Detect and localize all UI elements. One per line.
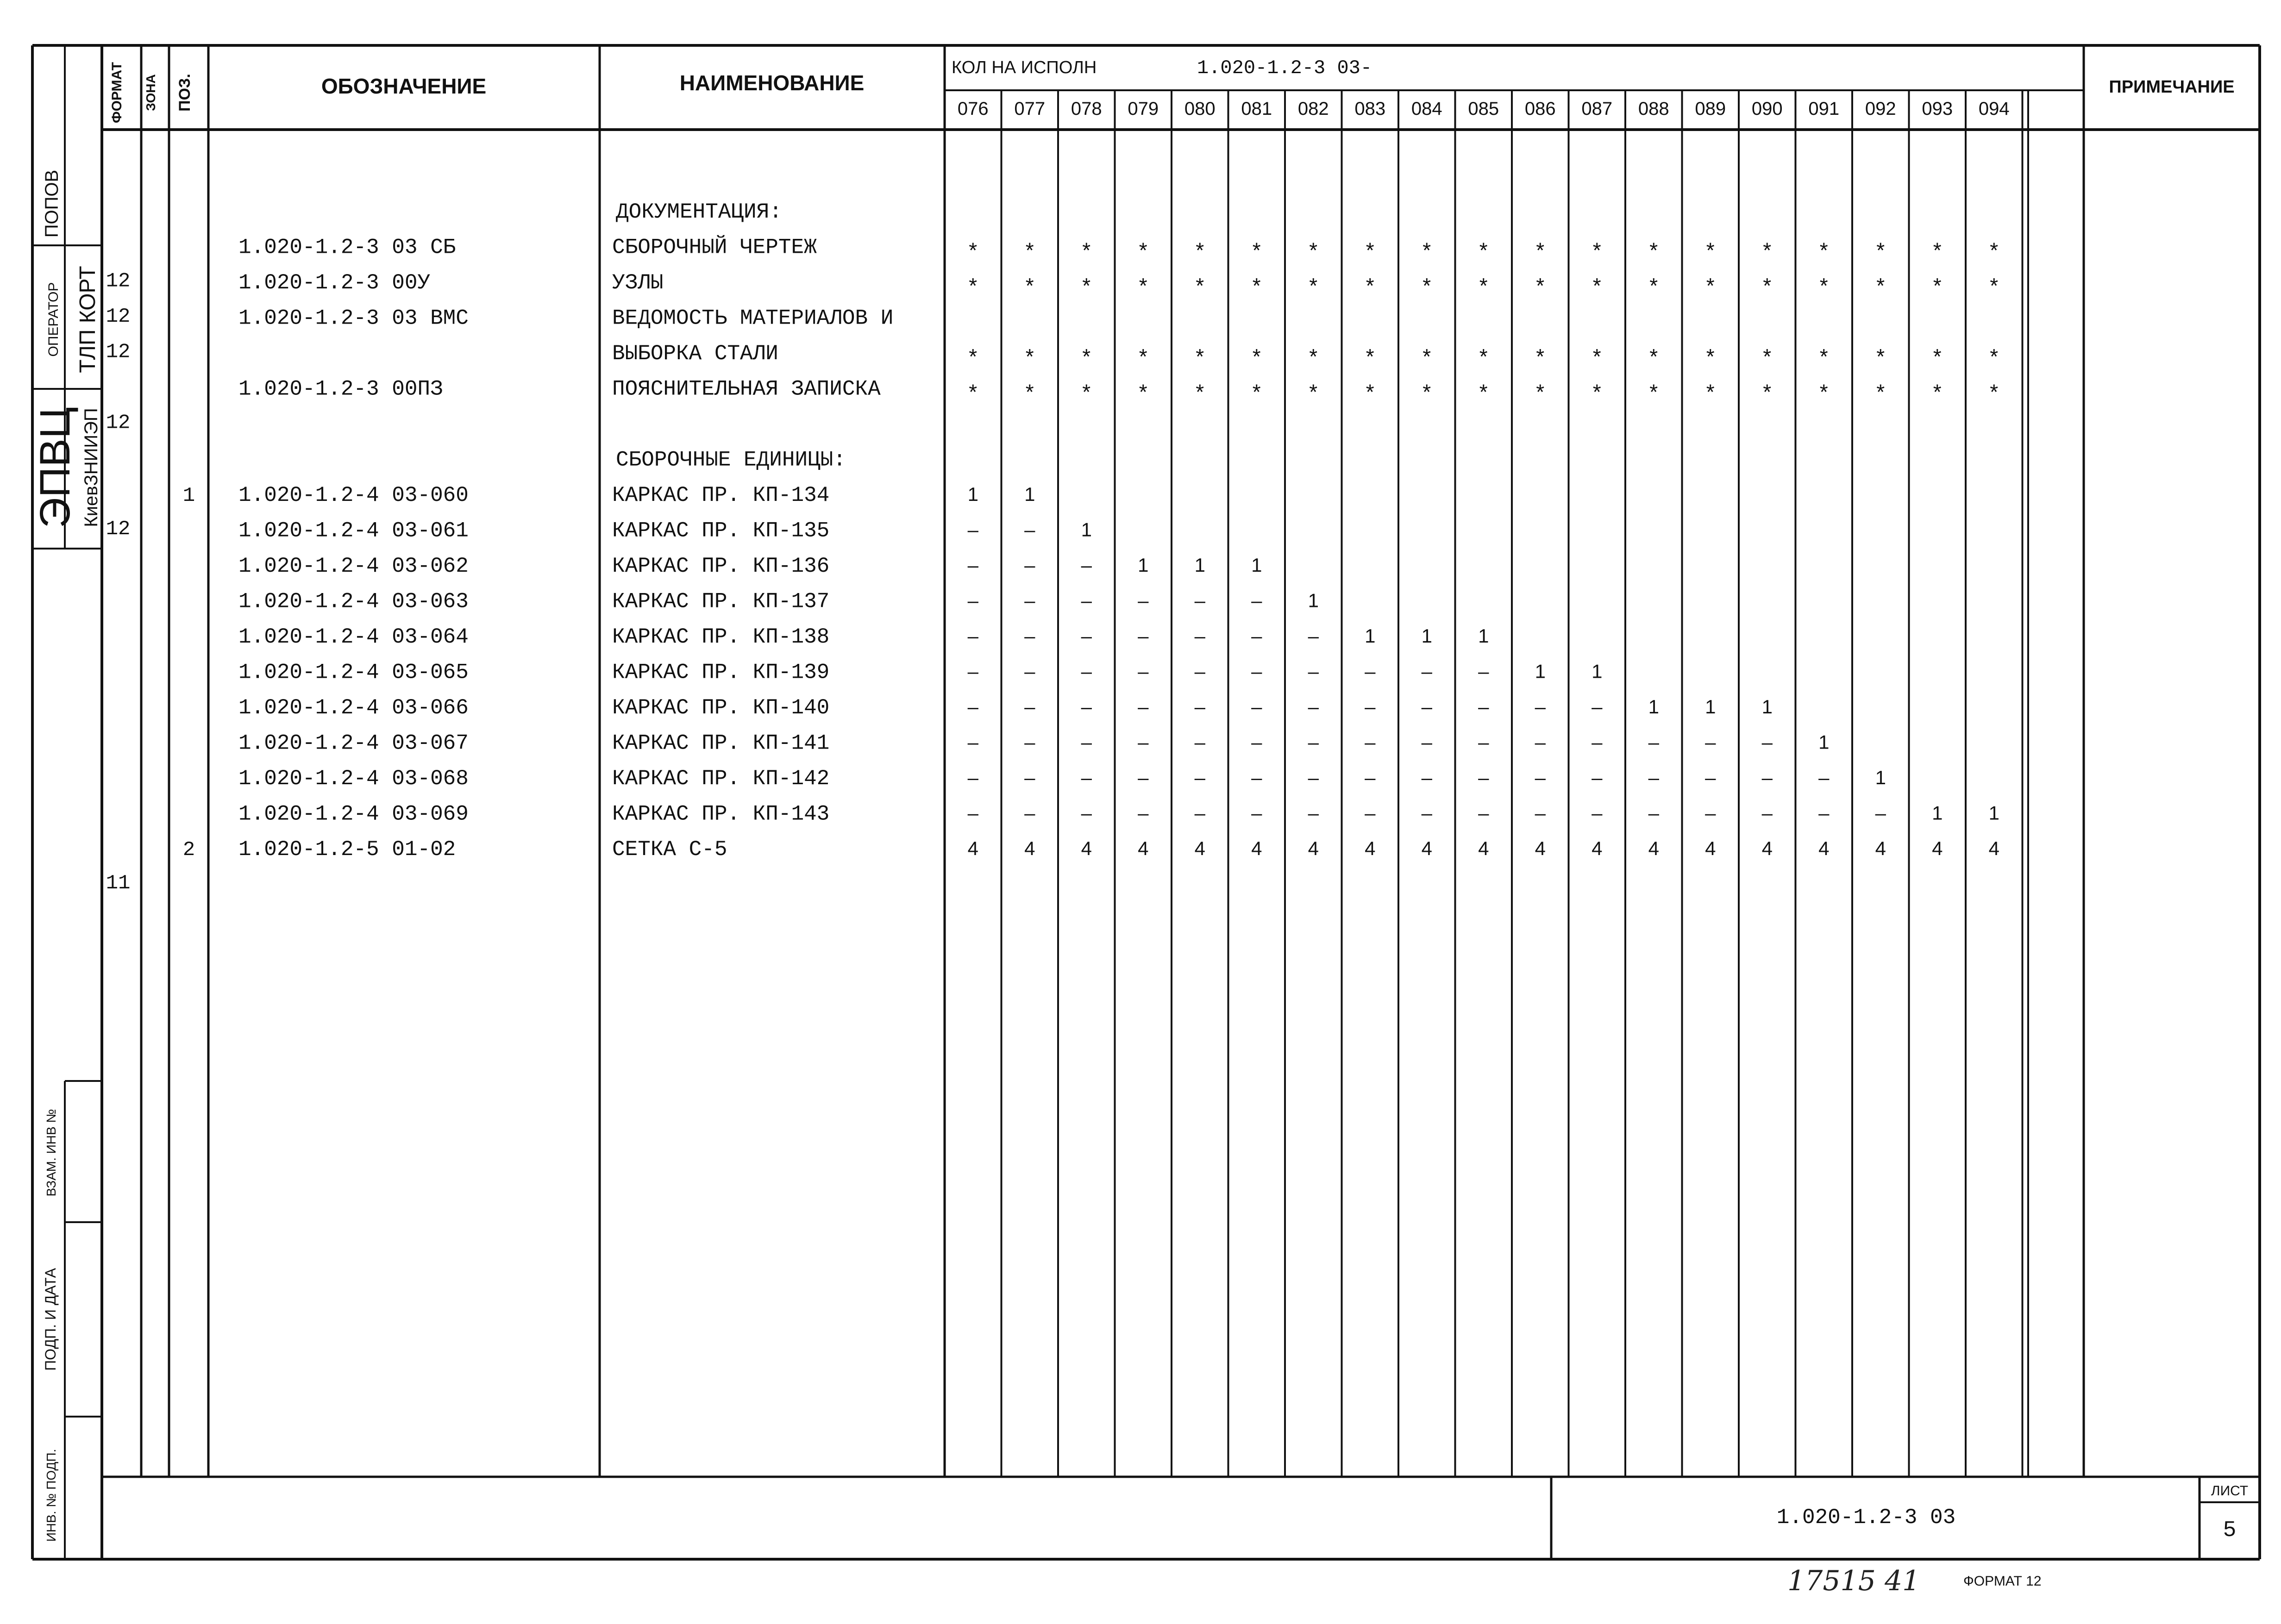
row-name: ПОЯСНИТЕЛЬНАЯ ЗАПИСКА <box>612 377 881 401</box>
qty-cell: * <box>1706 380 1715 404</box>
row-designation: 1.020-1.2-4 03-060 <box>238 483 469 507</box>
row-name: КАРКАС ПР. КП-143 <box>612 802 830 826</box>
qty-cell: * <box>1366 344 1374 369</box>
side-operator: ОПЕРАТОР <box>46 282 61 357</box>
qty-cell: – <box>1194 767 1205 788</box>
variant-header-085: 085 <box>1468 99 1499 119</box>
sheet-label: ЛИСТ <box>2211 1483 2249 1499</box>
pos-header: ПОЗ. <box>176 74 194 112</box>
row-format: 12 <box>106 305 131 328</box>
qty-cell: * <box>1990 274 1999 298</box>
side-inv: ИНВ. № ПОДП. <box>44 1449 58 1542</box>
qty-cell: – <box>1024 767 1035 788</box>
qty-cell: 4 <box>1988 837 1999 859</box>
row-designation: 1.020-1.2-5 01-02 <box>238 837 456 862</box>
qty-cell: * <box>1592 238 1601 262</box>
qty-cell: * <box>1025 344 1034 369</box>
row-designation: 1.020-1.2-4 03-069 <box>238 802 469 826</box>
qty-cell: – <box>967 696 978 718</box>
qty-cell: * <box>1196 238 1204 262</box>
qty-cell: – <box>1308 767 1319 788</box>
qty-cell: – <box>1138 767 1149 788</box>
drawing-code: 1.020-1.2-3 03 <box>1776 1505 1956 1530</box>
qty-cell: 1 <box>1592 660 1603 682</box>
qty-cell: * <box>1139 344 1147 369</box>
qty-cell: * <box>1309 380 1318 404</box>
variant-header-094: 094 <box>1978 99 2010 119</box>
qty-cell: * <box>1933 344 1942 369</box>
format-header: ФОРМАТ <box>109 62 125 124</box>
qty-cell: – <box>1081 802 1092 824</box>
qty-cell: * <box>1422 344 1431 369</box>
qty-cell: – <box>1024 518 1035 541</box>
qty-cell: * <box>1933 380 1942 404</box>
qty-cell: – <box>967 518 978 541</box>
qty-cell: – <box>1478 731 1489 753</box>
qty-cell: * <box>1933 238 1942 262</box>
qty-cell: – <box>1421 767 1432 788</box>
qty-cell: – <box>1081 731 1092 753</box>
row-name: КАРКАС ПР. КП-138 <box>612 625 830 649</box>
qty-cell: – <box>1024 660 1035 682</box>
qty-cell: * <box>1139 238 1147 262</box>
qty-cell: – <box>1138 731 1149 753</box>
row-designation: 1.020-1.2-4 03-062 <box>238 554 469 578</box>
qty-cell: * <box>1706 344 1715 369</box>
qty-cell: * <box>1763 344 1772 369</box>
qty-cell: – <box>1081 660 1092 682</box>
qty-cell: – <box>967 554 978 576</box>
qty-cell: * <box>1082 380 1091 404</box>
qty-cell: * <box>1536 238 1545 262</box>
variant-header-077: 077 <box>1014 99 1046 119</box>
qty-cell: – <box>1421 660 1432 682</box>
qty-cell: * <box>1649 380 1658 404</box>
qty-cell: – <box>1535 696 1546 718</box>
qty-cell: 4 <box>1251 837 1262 859</box>
row-name: КАРКАС ПР. КП-140 <box>612 696 830 720</box>
qty-cell: * <box>1422 238 1431 262</box>
row-designation: 1.020-1.2-3 00У <box>238 271 431 295</box>
row-name: КАРКАС ПР. КП-142 <box>612 767 830 791</box>
qty-cell: 4 <box>1932 837 1943 859</box>
qty-cell: – <box>1535 802 1546 824</box>
designation-header: ОБОЗНАЧЕНИЕ <box>321 74 487 98</box>
qty-cell: – <box>1648 802 1659 824</box>
qty-cell: – <box>1138 589 1149 612</box>
qty-cell: – <box>1761 767 1773 788</box>
sheet-text <box>31 57 2248 1597</box>
qty-cell: – <box>1194 660 1205 682</box>
qty-cell: – <box>1138 625 1149 647</box>
qty-cell: – <box>1761 731 1773 753</box>
qty-cell: * <box>1422 380 1431 404</box>
qty-cell: – <box>1251 696 1262 718</box>
qty-cell: * <box>1990 344 1999 369</box>
variant-header-080: 080 <box>1184 99 1216 119</box>
qty-variant-code: 1.020-1.2-3 03- <box>1197 57 1372 79</box>
qty-cell: 1 <box>967 483 978 505</box>
qty-cell: * <box>1536 274 1545 298</box>
qty-cell: * <box>1366 238 1374 262</box>
qty-cell: – <box>1648 767 1659 788</box>
qty-cell: – <box>1365 660 1376 682</box>
qty-cell: 1 <box>1988 802 1999 824</box>
qty-cell: – <box>1761 802 1773 824</box>
qty-cell: * <box>1819 380 1828 404</box>
row-name: КАРКАС ПР. КП-137 <box>612 589 830 614</box>
qty-cell: 4 <box>967 837 978 859</box>
row-designation: 1.020-1.2-4 03-067 <box>238 731 469 756</box>
qty-cell: 4 <box>1365 837 1376 859</box>
qty-cell: * <box>1990 238 1999 262</box>
row-name: КАРКАС ПР. КП-135 <box>612 518 830 543</box>
qty-cell: 1 <box>1761 696 1773 718</box>
qty-cell: – <box>1478 696 1489 718</box>
qty-cell: 1 <box>1081 518 1092 541</box>
qty-cell: – <box>1138 802 1149 824</box>
qty-cell: 1 <box>1932 802 1943 824</box>
qty-cell: 1 <box>1024 483 1035 505</box>
variant-header-083: 083 <box>1354 99 1386 119</box>
variant-header-084: 084 <box>1411 99 1442 119</box>
variant-header-090: 090 <box>1751 99 1783 119</box>
qty-cell: * <box>1082 344 1091 369</box>
qty-cell: 1 <box>1421 625 1432 647</box>
qty-cell: * <box>1763 274 1772 298</box>
qty-cell: – <box>1024 696 1035 718</box>
qty-cell: * <box>969 274 978 298</box>
qty-cell: – <box>1194 731 1205 753</box>
qty-cell: 1 <box>1194 554 1205 576</box>
qty-cell: * <box>1309 344 1318 369</box>
row-format: 12 <box>106 518 131 541</box>
qty-cell: – <box>1081 625 1092 647</box>
handwritten-number: 17515 41 <box>1787 1565 1920 1597</box>
qty-cell: * <box>1990 380 1999 404</box>
qty-cell: * <box>1196 274 1204 298</box>
qty-cell: – <box>1194 802 1205 824</box>
qty-cell: – <box>1251 802 1262 824</box>
row-designation: 1.020-1.2-4 03-064 <box>238 625 469 649</box>
qty-cell: – <box>1478 767 1489 788</box>
qty-cell: * <box>1252 274 1261 298</box>
qty-cell: – <box>1251 589 1262 612</box>
row-name: ВЕДОМОСТЬ МАТЕРИАЛОВ И <box>612 306 894 331</box>
qty-cell: – <box>1194 625 1205 647</box>
qty-cell: – <box>1365 696 1376 718</box>
qty-cell: 4 <box>1138 837 1149 859</box>
qty-cell: * <box>1139 274 1147 298</box>
qty-cell: 1 <box>1251 554 1262 576</box>
qty-cell: * <box>1649 238 1658 262</box>
qty-cell: – <box>967 767 978 788</box>
qty-cell: 1 <box>1535 660 1546 682</box>
qty-cell: – <box>1308 696 1319 718</box>
qty-cell: – <box>1705 731 1716 753</box>
qty-cell: – <box>1365 731 1376 753</box>
row-name: СБОРОЧНЫЙ ЧЕРТЕЖ <box>612 235 817 260</box>
qty-cell: * <box>1876 274 1885 298</box>
side-popov: ПОПОВ <box>42 169 62 238</box>
qty-cell: – <box>1024 802 1035 824</box>
row-designation: 1.020-1.2-4 03-063 <box>238 589 469 614</box>
row-name: КАРКАС ПР. КП-141 <box>612 731 830 756</box>
qty-cell: 4 <box>1592 837 1603 859</box>
variant-header-082: 082 <box>1297 99 1329 119</box>
side-vzam: ВЗАМ. ИНВ № <box>44 1109 58 1197</box>
qty-cell: – <box>1251 625 1262 647</box>
name-header: НАИМЕНОВАНИЕ <box>679 71 865 95</box>
qty-cell: * <box>1649 344 1658 369</box>
qty-cell: 4 <box>1761 837 1773 859</box>
qty-cell: * <box>1763 238 1772 262</box>
qty-cell: – <box>1875 802 1886 824</box>
qty-cell: – <box>1365 802 1376 824</box>
variant-header-079: 079 <box>1128 99 1159 119</box>
qty-cell: * <box>1536 344 1545 369</box>
section-heading: СБОРОЧНЫЕ ЕДИНИЦЫ: <box>616 448 846 472</box>
row-name: ВЫБОРКА СТАЛИ <box>612 342 778 366</box>
row-pos: 2 <box>182 838 195 862</box>
side-epvc: ЭПВЦ <box>31 407 79 528</box>
qty-cell: – <box>1592 696 1603 718</box>
qty-cell: 4 <box>1535 837 1546 859</box>
qty-cell: – <box>1081 767 1092 788</box>
qty-cell: 1 <box>1705 696 1716 718</box>
qty-cell: – <box>1308 625 1319 647</box>
section-heading: ДОКУМЕНТАЦИЯ: <box>616 200 782 224</box>
qty-cell: 4 <box>1478 837 1489 859</box>
format-label: ФОРМАТ 12 <box>1963 1574 2042 1589</box>
qty-cell: 4 <box>1081 837 1092 859</box>
qty-cell: * <box>1309 238 1318 262</box>
qty-cell: * <box>1479 344 1488 369</box>
qty-cell: – <box>1024 625 1035 647</box>
qty-cell: – <box>1648 731 1659 753</box>
row-pos: 1 <box>182 484 195 507</box>
qty-cell: – <box>967 802 978 824</box>
side-podp: ПОДП. И ДАТА <box>42 1268 59 1371</box>
qty-cell: – <box>1705 802 1716 824</box>
qty-cell: – <box>1081 696 1092 718</box>
qty-cell: – <box>1081 589 1092 612</box>
qty-cell: – <box>1818 767 1830 788</box>
qty-cell: 4 <box>1818 837 1830 859</box>
qty-cell: * <box>1025 380 1034 404</box>
qty-cell: – <box>1592 731 1603 753</box>
qty-cell: * <box>1025 274 1034 298</box>
qty-cell: 1 <box>1478 625 1489 647</box>
qty-cell: * <box>1876 344 1885 369</box>
qty-cell: – <box>1818 802 1830 824</box>
qty-cell: * <box>969 380 978 404</box>
qty-cell: * <box>1479 238 1488 262</box>
qty-cell: * <box>969 344 978 369</box>
qty-cell: * <box>1876 238 1885 262</box>
qty-cell: – <box>1535 767 1546 788</box>
qty-cell: – <box>1592 802 1603 824</box>
qty-cell: 1 <box>1875 767 1886 788</box>
row-designation: 1.020-1.2-4 03-061 <box>238 518 469 543</box>
qty-cell: 4 <box>1308 837 1319 859</box>
qty-cell: * <box>1592 274 1601 298</box>
qty-cell: 1 <box>1818 731 1830 753</box>
qty-cell: – <box>967 589 978 612</box>
side-kiev: КиевЗНИИЭП <box>81 408 101 527</box>
qty-cell: – <box>1138 696 1149 718</box>
qty-cell: 4 <box>1648 837 1659 859</box>
qty-cell: – <box>1478 660 1489 682</box>
row-name: КАРКАС ПР. КП-139 <box>612 660 830 685</box>
row-designation: 1.020-1.2-4 03-065 <box>238 660 469 685</box>
row-name: КАРКАС ПР. КП-136 <box>612 554 830 578</box>
qty-cell: 1 <box>1308 589 1319 612</box>
variant-header-087: 087 <box>1581 99 1613 119</box>
qty-cell: * <box>1876 380 1885 404</box>
variant-header-088: 088 <box>1638 99 1669 119</box>
qty-cell: – <box>1365 767 1376 788</box>
row-designation: 1.020-1.2-3 03 ВМС <box>238 306 469 331</box>
qty-cell: – <box>1421 731 1432 753</box>
qty-cell: * <box>1196 344 1204 369</box>
qty-cell: – <box>1194 696 1205 718</box>
qty-cell: 4 <box>1705 837 1716 859</box>
side-tlp: ТЛП КОРТ <box>75 266 100 373</box>
qty-cell: – <box>1251 767 1262 788</box>
variant-header-078: 078 <box>1071 99 1102 119</box>
row-format: 12 <box>106 340 131 364</box>
qty-cell: * <box>1082 238 1091 262</box>
row-format: 12 <box>106 411 131 435</box>
qty-cell: * <box>1649 274 1658 298</box>
variant-header-086: 086 <box>1524 99 1556 119</box>
qty-cell: * <box>1592 344 1601 369</box>
qty-cell: * <box>1309 274 1318 298</box>
qty-cell: – <box>1308 802 1319 824</box>
qty-cell: * <box>1366 380 1374 404</box>
qty-cell: – <box>1421 696 1432 718</box>
row-format: 12 <box>106 269 131 293</box>
qty-cell: * <box>1252 238 1261 262</box>
qty-cell: – <box>1194 589 1205 612</box>
qty-cell: 1 <box>1648 696 1659 718</box>
qty-cell: * <box>1763 380 1772 404</box>
qty-cell: * <box>1706 274 1715 298</box>
qty-cell: – <box>967 731 978 753</box>
qty-cell: – <box>1308 731 1319 753</box>
column-lines <box>141 45 2084 1477</box>
qty-cell: – <box>1024 589 1035 612</box>
qty-cell: – <box>1251 731 1262 753</box>
qty-cell: * <box>1025 238 1034 262</box>
qty-cell: – <box>1592 767 1603 788</box>
qty-cell: * <box>1706 238 1715 262</box>
qty-cell: * <box>1479 380 1488 404</box>
qty-cell: * <box>1139 380 1147 404</box>
row-name: СЕТКА С-5 <box>612 837 727 862</box>
row-designation: 1.020-1.2-4 03-066 <box>238 696 469 720</box>
qty-cell: – <box>1081 554 1092 576</box>
qty-cell: 1 <box>1138 554 1149 576</box>
qty-cell: 4 <box>1421 837 1432 859</box>
row-name: УЗЛЫ <box>612 271 664 295</box>
qty-cell: 4 <box>1194 837 1205 859</box>
qty-cell: – <box>1308 660 1319 682</box>
qty-cell: – <box>967 625 978 647</box>
qty-cell: * <box>1933 274 1942 298</box>
qty-cell: * <box>1592 380 1601 404</box>
qty-cell: 1 <box>1365 625 1376 647</box>
zone-header: ЗОНА <box>144 74 158 111</box>
qty-cell: * <box>1536 380 1545 404</box>
qty-cell: * <box>1819 344 1828 369</box>
qty-cell: 4 <box>1024 837 1035 859</box>
variant-header-076: 076 <box>957 99 989 119</box>
variant-header-092: 092 <box>1865 99 1896 119</box>
variant-header-089: 089 <box>1695 99 1726 119</box>
row-designation: 1.020-1.2-4 03-068 <box>238 767 469 791</box>
qty-cell: 4 <box>1875 837 1886 859</box>
row-format: 11 <box>106 872 131 895</box>
qty-cell: * <box>1479 274 1488 298</box>
qty-cell: – <box>1535 731 1546 753</box>
qty-cell: * <box>1082 274 1091 298</box>
qty-cell: * <box>1366 274 1374 298</box>
qty-cell: – <box>1024 731 1035 753</box>
row-name: КАРКАС ПР. КП-134 <box>612 483 830 507</box>
qty-cell: – <box>1705 767 1716 788</box>
qty-cell: – <box>1478 802 1489 824</box>
note-header: ПРИМЕЧАНИЕ <box>2109 77 2235 97</box>
qty-cell: – <box>1251 660 1262 682</box>
qty-cell: – <box>1138 660 1149 682</box>
variant-header-093: 093 <box>1922 99 1953 119</box>
variant-header-091: 091 <box>1808 99 1840 119</box>
qty-cell: * <box>1252 344 1261 369</box>
sheet-number: 5 <box>2223 1518 2237 1543</box>
qty-on-variant-label: КОЛ НА ИСПОЛН <box>952 58 1097 77</box>
qty-cell: * <box>1252 380 1261 404</box>
qty-cell: * <box>1422 274 1431 298</box>
variant-header-081: 081 <box>1241 99 1272 119</box>
qty-cell: – <box>967 660 978 682</box>
row-designation: 1.020-1.2-3 00ПЗ <box>238 377 443 401</box>
row-designation: 1.020-1.2-3 03 СБ <box>238 235 456 260</box>
qty-cell: – <box>1421 802 1432 824</box>
qty-cell: * <box>1819 238 1828 262</box>
qty-cell: * <box>1819 274 1828 298</box>
qty-cell: * <box>969 238 978 262</box>
qty-cell: – <box>1024 554 1035 576</box>
qty-cell: * <box>1196 380 1204 404</box>
